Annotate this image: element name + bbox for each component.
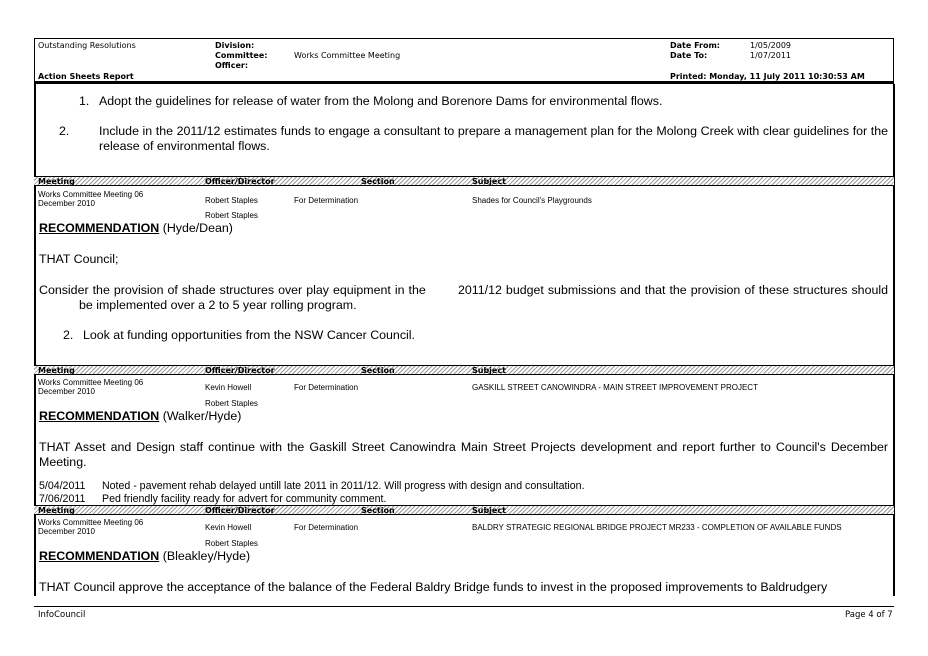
record-1-item-2-num: 2. [63,328,74,342]
col-section: Section [361,366,395,375]
record-2-paragraph: THAT Asset and Design staff continue with the Gaskill Street Canowindra Main Street Projects development and report further to Council's December Meeting. [39,440,888,469]
record-3-recommendation [39,549,250,564]
record-1-meeting: Works Committee Meeting 06 December 2010 [38,190,144,208]
col-subject: Subject [472,506,506,515]
record-1-intro: THAT Council; [39,252,119,266]
record-2-rec-movers: (Walker/Hyde) [162,409,242,423]
record-1-item-2-text: Look at funding opportunities from the NSW Cancer Council. [83,328,415,342]
record-3-director: Robert Staples [205,539,258,548]
record-2-header-bar [34,365,894,375]
record-1-officer: Robert Staples [205,196,258,205]
top-item-2-num: 2. [59,124,70,138]
frame-right [893,84,895,596]
record-2-director: Robert Staples [205,399,258,408]
officer-label: Officer: [215,61,249,70]
record-1-header-bar [34,176,894,186]
top-item-2-text: Include in the 2011/12 estimates funds to engage a consultant to prepare a management plan for the Molong Creek with clear guidelines for the release of environmental flows. [99,124,888,153]
record-2-recommendation [39,409,241,424]
col-officer: Officer/Director [205,177,275,186]
record-3-meeting: Works Committee Meeting 06 December 2010 [38,518,144,536]
footer-app-name: InfoCouncil [38,610,86,620]
col-subject: Subject [472,366,506,375]
top-item-1-num: 1. [79,94,90,108]
record-2-rec-label: RECOMMENDATION [39,409,160,423]
record-3-rec-label: RECOMMENDATION [39,549,160,563]
record-3-rec-movers: (Bleakley/Hyde) [162,549,251,563]
date-to-value: 1/07/2011 [750,51,792,60]
header-divider [34,82,894,84]
col-officer: Officer/Director [205,366,275,375]
record-1-paragraph: Consider the provision of shade structures over play equipment in the 2011/12 budget submissions and that the provision of these structures should be implemented over a 2 to 5 year rolling program. [39,283,892,312]
frame-left [34,84,36,596]
record-2-officer: Kevin Howell [205,383,252,392]
col-meeting: Meeting [38,366,75,375]
committee-value: Works Committee Meeting [294,51,401,60]
date-from-value: 1/05/2009 [750,41,792,50]
record-2-note-2-text: Ped friendly facility ready for advert for community comment. [102,493,387,505]
col-section: Section [361,506,395,515]
record-1-subject: Shades for Council's Playgrounds [472,196,592,205]
col-meeting: Meeting [38,177,75,186]
record-2-note-1 [39,480,585,493]
date-from-label: Date From: [670,41,721,50]
report-type: Action Sheets Report [38,72,134,81]
record-1-recommendation [39,221,233,236]
record-3-section: For Determination [294,523,359,532]
col-meeting: Meeting [38,506,75,515]
record-3-paragraph: THAT Council approve the acceptance of the balance of the Federal Baldry Bridge funds to invest in the proposed improvements to Baldrudgery [39,580,828,594]
top-item-2 [59,124,888,154]
date-to-label: Date To: [670,51,708,60]
printed-timestamp [670,72,865,82]
record-1-section: For Determination [294,196,359,205]
record-3-subject: BALDRY STRATEGIC REGIONAL BRIDGE PROJECT MR233 - COMPLETION OF AVAILABLE FUNDS [472,523,842,532]
col-section: Section [361,177,395,186]
record-3-header-bar [34,505,894,515]
printed-value: Monday, 11 July 2011 10:30:53 AM [709,72,865,81]
record-2-subject: GASKILL STREET CANOWINDRA - MAIN STREET IMPROVEMENT PROJECT [472,383,758,392]
footer-divider [34,606,894,607]
record-1-item-2 [63,328,415,343]
col-officer: Officer/Director [205,506,275,515]
top-item-1-text: Adopt the guidelines for release of water from the Molong and Borenore Dams for environmental flows. [99,94,663,108]
top-item-1 [79,94,889,109]
record-1-rec-label: RECOMMENDATION [39,221,160,235]
division-label: Division: [215,41,255,50]
record-1-director: Robert Staples [205,211,258,220]
record-3-officer: Kevin Howell [205,523,252,532]
col-subject: Subject [472,177,506,186]
report-name: Outstanding Resolutions [38,41,136,50]
record-2-meeting: Works Committee Meeting 06 December 2010 [38,378,144,396]
record-2-note-2-date: 7/06/2011 [39,493,86,505]
record-2-note-1-date: 5/04/2011 [39,480,86,492]
committee-label: Committee: [215,51,268,60]
record-2-note-1-text: Noted - pavement rehab delayed untill late 2011 in 2011/12. Will progress with design and consultation. [102,480,585,492]
record-2-section: For Determination [294,383,359,392]
record-1-rec-movers: (Hyde/Dean) [162,221,233,235]
page-number: Page 4 of 7 [845,610,893,620]
printed-label: Printed: [670,72,707,81]
